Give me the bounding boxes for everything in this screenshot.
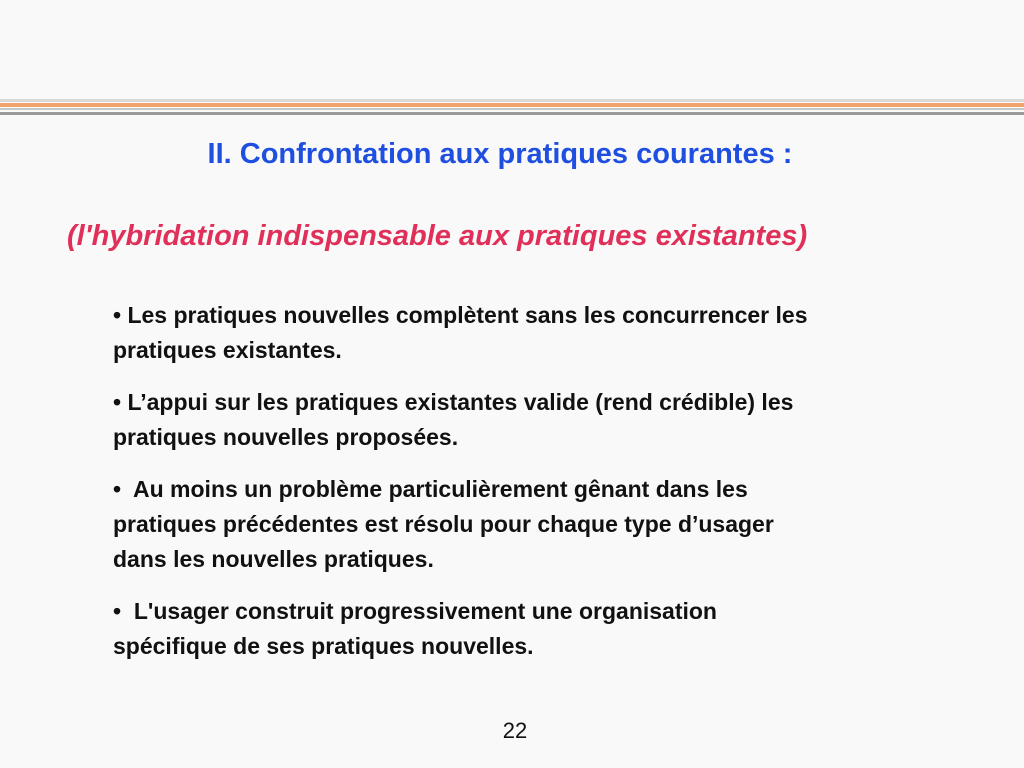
bullet-dot-icon: • [113,389,122,415]
header-rule-light [0,99,1024,102]
bullet-text-line: spécifique de ses pratiques nouvelles. [113,633,534,659]
bullet-dot-icon: • [113,476,122,502]
bullet-item [113,385,993,455]
header-rule-grey [0,108,1024,110]
header-rule-dark [0,112,1024,115]
bullet-text-line: Au moins un problème particulièrement gênant dans les [133,476,748,502]
bullet-list [113,298,993,681]
bullet-dot-icon: • [113,598,122,624]
bullet-item [113,594,993,664]
slide-title: II. Confrontation aux pratiques courantes : [207,138,793,170]
bullet-text-line: L’appui sur les pratiques existantes valide (rend crédible) les [127,389,794,415]
bullet-text-line: Les pratiques nouvelles complètent sans les concurrencer les [127,302,808,328]
page-number: 22 [502,718,528,743]
bullet-text-line: L'usager construit progressivement une organisation [133,598,717,624]
slide-subtitle: (l'hybridation indispensable aux pratiques existantes) [67,220,808,252]
bullet-text-line: pratiques nouvelles proposées. [113,424,459,450]
bullet-text-line: dans les nouvelles pratiques. [113,546,434,572]
bullet-text-line: pratiques existantes. [113,337,342,363]
header-rules [0,99,1024,117]
header-rule-orange [0,103,1024,107]
bullet-item [113,298,993,368]
bullet-dot-icon: • [113,302,122,328]
bullet-item [113,472,993,577]
bullet-text-line: pratiques précédentes est résolu pour chaque type d’usager [113,511,774,537]
